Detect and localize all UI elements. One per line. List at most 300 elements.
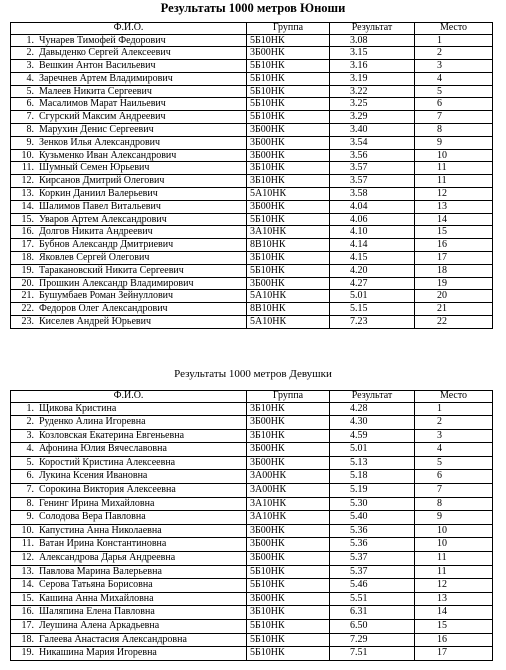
row-number: 7. xyxy=(26,111,34,123)
cell-name xyxy=(11,136,247,149)
table-row xyxy=(11,524,493,538)
athlete-name: Никашина Мария Игоревна xyxy=(39,647,157,659)
row-number: 8. xyxy=(26,124,34,136)
table-row xyxy=(11,316,493,329)
cell-group: 3А10НК xyxy=(247,226,330,239)
table-body-girls xyxy=(11,402,493,660)
table-row xyxy=(11,470,493,484)
row-number: 14. xyxy=(21,200,34,212)
row-number: 16. xyxy=(21,226,34,238)
table-row xyxy=(11,136,493,149)
cell-place: 9 xyxy=(415,136,493,149)
cell-name xyxy=(11,72,247,85)
row-number: 11. xyxy=(21,538,34,550)
table-row xyxy=(11,188,493,201)
cell-place: 21 xyxy=(415,303,493,316)
row-number: 3. xyxy=(26,429,34,441)
cell-group: 5Б10НК xyxy=(247,111,330,124)
cell-name xyxy=(11,429,247,443)
row-number: 1. xyxy=(26,402,34,414)
row-number: 8. xyxy=(26,497,34,509)
row-number: 15. xyxy=(21,213,34,225)
cell-name xyxy=(11,484,247,498)
cell-name xyxy=(11,213,247,226)
cell-place: 15 xyxy=(415,620,493,634)
cell-place: 14 xyxy=(415,213,493,226)
cell-result: 5.46 xyxy=(330,579,415,593)
cell-group: 3Б00НК xyxy=(247,277,330,290)
cell-group: 3Б00НК xyxy=(247,124,330,137)
cell-result: 7.29 xyxy=(330,633,415,647)
athlete-name: Яковлев Сергей Олегович xyxy=(39,252,150,264)
athlete-name: Коростий Кристина Алексеевна xyxy=(39,456,176,468)
cell-result: 5.13 xyxy=(330,456,415,470)
cell-place: 7 xyxy=(415,484,493,498)
table-header-row xyxy=(11,391,493,403)
cell-result: 5.37 xyxy=(330,552,415,566)
header-result: Результат xyxy=(330,23,415,35)
cell-place: 2 xyxy=(415,416,493,430)
athlete-name: Павлова Марина Валерьевна xyxy=(39,565,162,577)
table-row xyxy=(11,633,493,647)
cell-group: 5Б10НК xyxy=(247,264,330,277)
row-number: 17. xyxy=(21,239,34,251)
table-row xyxy=(11,647,493,661)
cell-place: 16 xyxy=(415,633,493,647)
cell-name xyxy=(11,239,247,252)
cell-name xyxy=(11,277,247,290)
cell-group: 3Б10НК xyxy=(247,402,330,416)
table-row xyxy=(11,290,493,303)
athlete-name: Лукина Ксения Ивановна xyxy=(39,470,148,482)
cell-group: 5Б10НК xyxy=(247,85,330,98)
cell-place: 3 xyxy=(415,429,493,443)
athlete-name: Кирсанов Дмитрий Олегович xyxy=(39,175,165,187)
cell-place: 5 xyxy=(415,85,493,98)
row-number: 18. xyxy=(21,252,34,264)
cell-place: 11 xyxy=(415,552,493,566)
row-number: 12. xyxy=(21,175,34,187)
table-row xyxy=(11,620,493,634)
cell-name xyxy=(11,264,247,277)
athlete-name: Вешкин Антон Васильевич xyxy=(39,60,156,72)
cell-name xyxy=(11,252,247,265)
cell-result: 4.14 xyxy=(330,239,415,252)
row-number: 1. xyxy=(26,34,34,46)
cell-result: 5.01 xyxy=(330,290,415,303)
cell-place: 6 xyxy=(415,470,493,484)
row-number: 6. xyxy=(26,98,34,110)
cell-group: 3Б00НК xyxy=(247,538,330,552)
table-row xyxy=(11,162,493,175)
table-row xyxy=(11,552,493,566)
row-number: 14. xyxy=(21,579,34,591)
row-number: 4. xyxy=(26,443,34,455)
table-row xyxy=(11,579,493,593)
cell-group: 3А00НК xyxy=(247,470,330,484)
cell-group: 3Б00НК xyxy=(247,149,330,162)
cell-group: 3Б00НК xyxy=(247,552,330,566)
cell-group: 3Б00НК xyxy=(247,524,330,538)
table-row xyxy=(11,538,493,552)
table-row xyxy=(11,511,493,525)
cell-group: 8В10НК xyxy=(247,303,330,316)
table-row xyxy=(11,484,493,498)
cell-result: 5.36 xyxy=(330,538,415,552)
row-number: 5. xyxy=(26,456,34,468)
athlete-name: Щикова Кристина xyxy=(39,402,117,414)
table-row xyxy=(11,416,493,430)
row-number: 11. xyxy=(21,162,34,174)
athlete-name: Шумный Семен Юрьевич xyxy=(39,162,150,174)
cell-group: 3Б10НК xyxy=(247,252,330,265)
athlete-name: Бубнов Александр Дмитриевич xyxy=(39,239,174,251)
cell-result: 3.57 xyxy=(330,162,415,175)
athlete-name: Леушина Алена Аркадьевна xyxy=(39,620,160,631)
cell-name xyxy=(11,470,247,484)
cell-name xyxy=(11,497,247,511)
table-row xyxy=(11,303,493,316)
cell-place: 12 xyxy=(415,188,493,201)
cell-name xyxy=(11,149,247,162)
cell-name xyxy=(11,633,247,647)
athlete-name: Шаляпина Елена Павловна xyxy=(39,606,155,618)
row-number: 17. xyxy=(21,620,34,631)
table-row xyxy=(11,252,493,265)
cell-group: 3Б00НК xyxy=(247,416,330,430)
cell-name xyxy=(11,511,247,525)
row-number: 23. xyxy=(21,316,34,328)
cell-name xyxy=(11,60,247,73)
row-number: 10. xyxy=(21,149,34,161)
cell-place: 10 xyxy=(415,538,493,552)
cell-name xyxy=(11,402,247,416)
athlete-name: Малеев Никита Сергеевич xyxy=(39,85,152,97)
cell-result: 5.01 xyxy=(330,443,415,457)
row-number: 7. xyxy=(26,484,34,496)
athlete-name: Кузьменко Иван Александрович xyxy=(39,149,177,161)
table-row xyxy=(11,200,493,213)
cell-name xyxy=(11,85,247,98)
athlete-name: Галеева Анастасия Александровна xyxy=(39,633,187,645)
cell-group: 5Б10НК xyxy=(247,72,330,85)
cell-name xyxy=(11,47,247,60)
cell-result: 5.19 xyxy=(330,484,415,498)
athlete-name: Долгов Никита Андреевич xyxy=(39,226,153,238)
table-row xyxy=(11,72,493,85)
athlete-name: Тараканoвский Никита Сергеевич xyxy=(39,264,184,276)
cell-place: 1 xyxy=(415,34,493,47)
row-number: 18. xyxy=(21,633,34,645)
table-header-row xyxy=(11,23,493,35)
cell-group: 5Б10НК xyxy=(247,213,330,226)
cell-result: 4.30 xyxy=(330,416,415,430)
athlete-name: Давыденко Сергей Алексеевич xyxy=(39,47,171,59)
table-row xyxy=(11,149,493,162)
cell-result: 3.40 xyxy=(330,124,415,137)
athlete-name: Масалимов Марат Наильевич xyxy=(39,98,166,110)
cell-name xyxy=(11,34,247,47)
cell-name xyxy=(11,111,247,124)
header-name: Ф.И.О. xyxy=(11,23,247,35)
row-number: 15. xyxy=(21,592,34,604)
cell-result: 3.25 xyxy=(330,98,415,111)
cell-place: 10 xyxy=(415,524,493,538)
table-row xyxy=(11,456,493,470)
cell-name xyxy=(11,579,247,593)
cell-group: 3Б10НК xyxy=(247,429,330,443)
row-number: 2. xyxy=(26,47,34,59)
table-row xyxy=(11,443,493,457)
table-row xyxy=(11,606,493,620)
athlete-name: Александрова Дарья Андреевна xyxy=(39,552,176,564)
table-row xyxy=(11,264,493,277)
results-table-girls xyxy=(10,390,493,661)
cell-group: 5Б10НК xyxy=(247,60,330,73)
cell-result: 3.29 xyxy=(330,111,415,124)
cell-name xyxy=(11,416,247,430)
header-group: Группа xyxy=(247,23,330,35)
table-row xyxy=(11,277,493,290)
cell-place: 11 xyxy=(415,565,493,579)
cell-result: 3.56 xyxy=(330,149,415,162)
cell-group: 3А10НК xyxy=(247,511,330,525)
cell-group: 5А10НК xyxy=(247,316,330,329)
athlete-name: Бушумбаев Роман Зейнуллович xyxy=(39,290,174,302)
athlete-name: Сорокина Виктория Алексеевна xyxy=(39,484,176,496)
cell-result: 5.15 xyxy=(330,303,415,316)
row-number: 2. xyxy=(26,416,34,428)
table-row xyxy=(11,34,493,47)
cell-result: 5.51 xyxy=(330,592,415,606)
row-number: 3. xyxy=(26,60,34,72)
table-row xyxy=(11,213,493,226)
cell-result: 4.06 xyxy=(330,213,415,226)
cell-result: 5.18 xyxy=(330,470,415,484)
cell-place: 5 xyxy=(415,456,493,470)
athlete-name: Заречнев Артем Владимирович xyxy=(39,72,173,84)
cell-place: 17 xyxy=(415,647,493,661)
cell-result: 3.54 xyxy=(330,136,415,149)
cell-group: 5Б10НК xyxy=(247,647,330,661)
cell-place: 2 xyxy=(415,47,493,60)
cell-result: 5.36 xyxy=(330,524,415,538)
row-number: 16. xyxy=(21,606,34,618)
row-number: 4. xyxy=(26,72,34,84)
cell-place: 14 xyxy=(415,606,493,620)
cell-group: 3Б00НК xyxy=(247,200,330,213)
athlete-name: Афонина Юлия Вячеславовна xyxy=(39,443,167,455)
table-row xyxy=(11,124,493,137)
cell-result: 3.22 xyxy=(330,85,415,98)
cell-name xyxy=(11,606,247,620)
cell-place: 8 xyxy=(415,124,493,137)
table-row xyxy=(11,226,493,239)
athlete-name: Зенков Илья Александрович xyxy=(39,136,161,148)
athlete-name: Руденко Алина Игоревна xyxy=(39,416,146,428)
cell-place: 6 xyxy=(415,98,493,111)
row-number: 5. xyxy=(26,85,34,97)
cell-name xyxy=(11,592,247,606)
row-number: 20. xyxy=(21,277,34,289)
cell-group: 3Б10НК xyxy=(247,175,330,188)
header-result: Результат xyxy=(330,391,415,403)
cell-result: 5.40 xyxy=(330,511,415,525)
cell-name xyxy=(11,647,247,661)
cell-group: 3А10НК xyxy=(247,497,330,511)
table-row xyxy=(11,47,493,60)
table-row xyxy=(11,85,493,98)
cell-place: 20 xyxy=(415,290,493,303)
cell-result: 4.59 xyxy=(330,429,415,443)
cell-place: 10 xyxy=(415,149,493,162)
cell-place: 18 xyxy=(415,264,493,277)
row-number: 6. xyxy=(26,470,34,482)
cell-result: 5.30 xyxy=(330,497,415,511)
cell-group: 3Б00НК xyxy=(247,136,330,149)
header-name: Ф.И.О. xyxy=(11,391,247,403)
cell-name xyxy=(11,188,247,201)
row-number: 13. xyxy=(21,565,34,577)
cell-group: 5Б10НК xyxy=(247,579,330,593)
cell-group: 5Б10НК xyxy=(247,34,330,47)
table-row xyxy=(11,565,493,579)
cell-result: 7.51 xyxy=(330,647,415,661)
cell-result: 5.37 xyxy=(330,565,415,579)
cell-name xyxy=(11,175,247,188)
table-row xyxy=(11,175,493,188)
cell-group: 8В10НК xyxy=(247,239,330,252)
cell-group: 5Б10НК xyxy=(247,633,330,647)
header-group: Группа xyxy=(247,391,330,403)
athlete-name: Федоров Олег Александрович xyxy=(39,303,168,315)
cell-group: 3Б00НК xyxy=(247,47,330,60)
athlete-name: Прошкин Александр Владимирович xyxy=(39,277,194,289)
row-number: 22. xyxy=(21,303,34,315)
table-body-boys xyxy=(11,34,493,328)
cell-place: 16 xyxy=(415,239,493,252)
header-place: Место xyxy=(415,23,493,35)
cell-place: 4 xyxy=(415,72,493,85)
table-row xyxy=(11,429,493,443)
cell-place: 9 xyxy=(415,511,493,525)
cell-name xyxy=(11,552,247,566)
cell-place: 8 xyxy=(415,497,493,511)
row-number: 10. xyxy=(21,524,34,536)
cell-group: 3Б00НК xyxy=(247,592,330,606)
cell-name xyxy=(11,565,247,579)
row-number: 19. xyxy=(21,264,34,276)
cell-result: 7.23 xyxy=(330,316,415,329)
cell-name xyxy=(11,200,247,213)
cell-result: 4.20 xyxy=(330,264,415,277)
title-boys: Результаты 1000 метров Юноши xyxy=(160,1,346,15)
athlete-name: Козловская Екатерина Евгеньевна xyxy=(39,429,185,441)
row-number: 9. xyxy=(26,511,34,523)
table-row xyxy=(11,111,493,124)
athlete-name: Коркин Даниил Валерьевич xyxy=(39,188,158,200)
cell-place: 7 xyxy=(415,111,493,124)
cell-place: 11 xyxy=(415,162,493,175)
athlete-name: Марухин Денис Сергеевич xyxy=(39,124,154,136)
cell-place: 13 xyxy=(415,592,493,606)
row-number: 12. xyxy=(21,552,34,564)
table-row xyxy=(11,98,493,111)
cell-name xyxy=(11,456,247,470)
athlete-name: Серова Татьяна Борисовна xyxy=(39,579,153,591)
cell-name xyxy=(11,316,247,329)
cell-name xyxy=(11,538,247,552)
athlete-name: Солодова Вера Павловна xyxy=(39,511,146,523)
cell-group: 5А10НК xyxy=(247,188,330,201)
athlete-name: Сгурский Максим Андреевич xyxy=(39,111,166,123)
cell-group: 3Б10НК xyxy=(247,162,330,175)
table-row xyxy=(11,592,493,606)
athlete-name: Киселев Андрей Юрьевич xyxy=(39,316,152,328)
athlete-name: Уваров Артем Александрович xyxy=(39,213,167,225)
athlete-name: Генинг Ирина Михайловна xyxy=(39,497,155,509)
table-row xyxy=(11,402,493,416)
cell-result: 3.08 xyxy=(330,34,415,47)
cell-result: 3.16 xyxy=(330,60,415,73)
header-place: Место xyxy=(415,391,493,403)
cell-name xyxy=(11,620,247,634)
row-number: 9. xyxy=(26,136,34,148)
cell-name xyxy=(11,162,247,175)
cell-place: 22 xyxy=(415,316,493,329)
cell-place: 1 xyxy=(415,402,493,416)
table-row xyxy=(11,60,493,73)
table-row xyxy=(11,239,493,252)
cell-result: 6.50 xyxy=(330,620,415,634)
cell-name xyxy=(11,124,247,137)
cell-place: 13 xyxy=(415,200,493,213)
cell-place: 19 xyxy=(415,277,493,290)
cell-result: 3.15 xyxy=(330,47,415,60)
cell-result: 4.27 xyxy=(330,277,415,290)
title-girls: Результаты 1000 метров Девушки xyxy=(174,368,332,380)
cell-result: 4.04 xyxy=(330,200,415,213)
cell-group: 5А10НК xyxy=(247,290,330,303)
cell-result: 6.31 xyxy=(330,606,415,620)
cell-place: 4 xyxy=(415,443,493,457)
cell-group: 5Б10НК xyxy=(247,620,330,634)
cell-result: 3.57 xyxy=(330,175,415,188)
athlete-name: Чунарев Тимофей Федорович xyxy=(39,34,166,46)
cell-place: 17 xyxy=(415,252,493,265)
cell-place: 3 xyxy=(415,60,493,73)
cell-group: 5Б10НК xyxy=(247,98,330,111)
cell-name xyxy=(11,443,247,457)
cell-group: 3А00НК xyxy=(247,484,330,498)
cell-group: 3Б00НК xyxy=(247,456,330,470)
cell-result: 3.58 xyxy=(330,188,415,201)
results-table-boys xyxy=(10,22,493,329)
cell-place: 15 xyxy=(415,226,493,239)
row-number: 13. xyxy=(21,188,34,200)
cell-place: 11 xyxy=(415,175,493,188)
cell-place: 12 xyxy=(415,579,493,593)
cell-group: 3Б00НК xyxy=(247,443,330,457)
athlete-name: Ватан Ирина Константиновна xyxy=(39,538,167,550)
cell-name xyxy=(11,303,247,316)
cell-result: 4.15 xyxy=(330,252,415,265)
row-number: 19. xyxy=(21,647,34,659)
athlete-name: Кашина Анна Михайловна xyxy=(39,592,154,604)
cell-result: 3.19 xyxy=(330,72,415,85)
cell-name xyxy=(11,98,247,111)
cell-name xyxy=(11,290,247,303)
